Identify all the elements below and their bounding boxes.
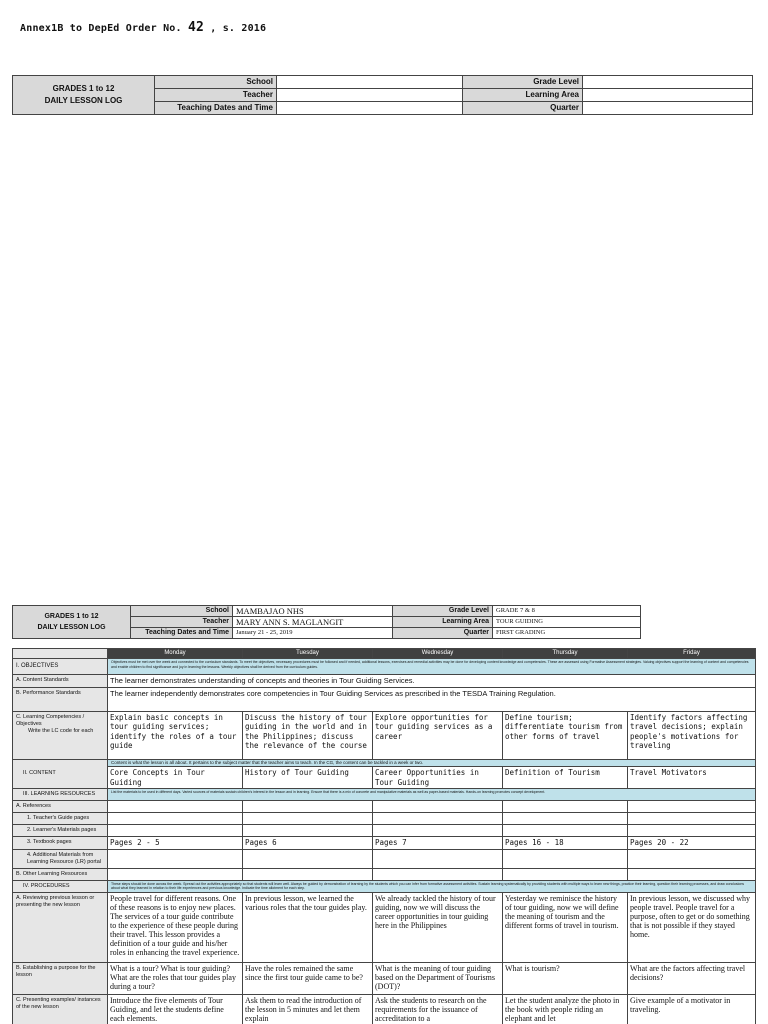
purpose-friday[interactable]: What are the factors affecting travel decisions? (628, 962, 756, 994)
performance-standards-value[interactable]: The learner independently demonstrates core competencies in Tour Guiding Services as prescribed in the TESDA Training Regulation. (108, 687, 756, 711)
filled-grade-label: Grade Level (393, 606, 493, 617)
purpose-thursday[interactable]: What is tourism? (503, 962, 628, 994)
textbook-label: 3. Textbook pages (13, 837, 108, 850)
references-label: A. References (13, 801, 108, 813)
competency-tuesday[interactable]: Discuss the history of tour guiding in the world and in the Philippines; discuss the relevance of the course (243, 711, 373, 759)
content-label: II. CONTENT (13, 759, 108, 789)
teachers-guide-label: 1. Teacher's Guide pages (13, 813, 108, 825)
tg-friday[interactable] (628, 813, 756, 825)
purpose-monday[interactable]: What is a tour? What is tour guiding? What are the roles that tour guides play during a tour? (108, 962, 243, 994)
annex-suffix: , s. 2016 (210, 23, 267, 34)
textbook-thursday[interactable]: Pages 16 - 18 (503, 837, 628, 850)
blank-header-table (12, 75, 753, 115)
tg-monday[interactable] (108, 813, 243, 825)
lr-wednesday[interactable] (373, 849, 503, 868)
day-friday: Friday (628, 649, 756, 659)
filled-area-label: Learning Area (393, 617, 493, 628)
learning-area-label: Learning Area (463, 89, 583, 102)
filled-school-value[interactable]: MAMBAJAO NHS (233, 606, 393, 617)
tg-tuesday[interactable] (243, 813, 373, 825)
dates-field[interactable] (277, 102, 463, 115)
learning-area-field[interactable] (583, 89, 753, 102)
purpose-label: B. Establishing a purpose for the lesson (13, 962, 108, 994)
examples-thursday[interactable]: Let the student analyze the photo in the book with people riding an elephant and let (503, 994, 628, 1024)
lm-thursday[interactable] (503, 825, 628, 837)
review-tuesday[interactable]: In previous lesson, we learned the various roles that the tour guides play. (243, 892, 373, 962)
other-wednesday[interactable] (373, 868, 503, 880)
other-tuesday[interactable] (243, 868, 373, 880)
examples-label: C. Presenting examples/ instances of the new lesson (13, 994, 108, 1024)
content-standards-label: A. Content Standards (13, 675, 108, 688)
filled-teacher-value[interactable]: MARY ANN S. MAGLANGIT (233, 617, 393, 628)
filled-grades: GRADES 1 to 12 (44, 613, 99, 620)
competencies-sub: Write the LC code for each (28, 727, 94, 734)
day-monday: Monday (108, 649, 243, 659)
filled-quarter-value[interactable]: FIRST GRADING (493, 628, 641, 639)
lm-monday[interactable] (108, 825, 243, 837)
content-wednesday[interactable]: Career Opportunities in Tour Guiding (373, 767, 503, 789)
examples-tuesday[interactable]: Ask them to read the introduction of the lesson in 5 minutes and let them explain (243, 994, 373, 1024)
competency-monday[interactable]: Explain basic concepts in tour guiding services; identify the roles of a tour guide (108, 711, 243, 759)
filled-dates-value[interactable]: January 21 - 25, 2019 (233, 628, 393, 639)
teacher-label: Teacher (155, 89, 277, 102)
filled-grades-cell (13, 606, 131, 639)
lesson-log-table (12, 648, 756, 1024)
grade-level-label: Grade Level (463, 76, 583, 89)
school-field[interactable] (277, 76, 463, 89)
quarter-field[interactable] (583, 102, 753, 115)
header-log: DAILY LESSON LOG (44, 96, 123, 105)
textbook-monday[interactable]: Pages 2 - 5 (108, 837, 243, 850)
lm-tuesday[interactable] (243, 825, 373, 837)
header-grades-cell (13, 76, 155, 115)
other-thursday[interactable] (503, 868, 628, 880)
textbook-wednesday[interactable]: Pages 7 (373, 837, 503, 850)
purpose-tuesday[interactable]: Have the roles remained the same since the first tour guide came to be? (243, 962, 373, 994)
references-thursday[interactable] (503, 801, 628, 813)
references-wednesday[interactable] (373, 801, 503, 813)
purpose-wednesday[interactable]: What is the meaning of tour guiding based on the Department of Tourisms (DOT)? (373, 962, 503, 994)
review-friday[interactable]: In previous lesson, we discussed why people travel. People travel for a purpose, often to get or do something that is not possible if they stayed home. (628, 892, 756, 962)
references-friday[interactable] (628, 801, 756, 813)
other-monday[interactable] (108, 868, 243, 880)
examples-monday[interactable]: Introduce the five elements of Tour Guiding, and let the students define each elements. (108, 994, 243, 1024)
school-label: School (155, 76, 277, 89)
textbook-tuesday[interactable]: Pages 6 (243, 837, 373, 850)
lm-wednesday[interactable] (373, 825, 503, 837)
review-wednesday[interactable]: We already tackled the history of tour guiding, now we will discuss the career opportunities in tour guiding here in the Philippines (373, 892, 503, 962)
filled-quarter-label: Quarter (393, 628, 493, 639)
tg-wednesday[interactable] (373, 813, 503, 825)
examples-friday[interactable]: Give example of a motivator in traveling. (628, 994, 756, 1024)
header-grades: GRADES 1 to 12 (52, 84, 115, 93)
competencies-label-cell (13, 711, 108, 759)
resources-note: List the materials to be used in different days. Varied sources of materials sustain children's interest in the lesson and in learning. Ensure that there is a mix of concrete and manipulative materials as well as paper-based materials. Hands-on learning promotes concept development. (108, 789, 756, 801)
content-note: Content is what the lesson is all about. It pertains to the subject matter that the teacher aims to teach. In the CG, the content can be tackled in a week or two. (108, 759, 756, 767)
annex-number: 42 (187, 20, 205, 35)
references-monday[interactable] (108, 801, 243, 813)
annex-prefix: Annex1B to DepEd Order No. (20, 23, 182, 34)
other-friday[interactable] (628, 868, 756, 880)
filled-dates-label: Teaching Dates and Time (131, 628, 233, 639)
lr-friday[interactable] (628, 849, 756, 868)
content-thursday[interactable]: Definition of Tourism (503, 767, 628, 789)
filled-area-value[interactable]: TOUR GUIDING (493, 617, 641, 628)
tg-thursday[interactable] (503, 813, 628, 825)
performance-standards-label: B. Performance Standards (13, 687, 108, 711)
day-tuesday: Tuesday (243, 649, 373, 659)
other-resources-label: B. Other Learning Resources (13, 868, 108, 880)
day-wednesday: Wednesday (373, 649, 503, 659)
review-monday[interactable]: People travel for different reasons. One of these reasons is to enjoy new places. The services of a tour guide contribute to the experience of these people during their travel. This lesson provides a definition of a tour guide and his/her roles in enhancing the travel experience. (108, 892, 243, 962)
objectives-note: Objectives must be met over the week and connected to the curriculum standards. To meet the objectives, necessary procedures must be followed and if needed, additional lessons, exercises and remedial activities may be done for developing content knowledge and competencies. These are assessed using Formative Assessment strategies. Valuing objectives support the learning of content and competencies and enable children to find significance and joy in learning the lessons. Weekly objectives shall be derived from the curriculum guides. (108, 659, 756, 675)
filled-log: DAILY LESSON LOG (37, 624, 106, 631)
references-tuesday[interactable] (243, 801, 373, 813)
examples-wednesday[interactable]: Ask the students to research on the requirements for the issuance of accreditation to a (373, 994, 503, 1024)
competencies-label: C. Learning Competencies / Objectives (16, 713, 85, 727)
review-thursday[interactable]: Yesterday we reminisce the history of tour guiding, now we will define the meaning of tourism and the different forms of travel in tourism. (503, 892, 628, 962)
day-corner (13, 649, 108, 659)
teacher-field[interactable] (277, 89, 463, 102)
filled-school-label: School (131, 606, 233, 617)
objectives-label: I. OBJECTIVES (13, 659, 108, 675)
lr-portal-label: 4. Additional Materials from Learning Resource (LR) portal (13, 849, 108, 868)
day-thursday: Thursday (503, 649, 628, 659)
content-tuesday[interactable]: History of Tour Guiding (243, 767, 373, 789)
content-friday[interactable]: Travel Motivators (628, 767, 756, 789)
competency-wednesday[interactable]: Explore opportunities for tour guiding services as a career (373, 711, 503, 759)
procedures-note: These steps should be done across the week. Spread out the activities appropriately so that students will learn well. Always be guided by demonstration of learning by the students which you can infer from formative assessment activities. Sustain learning systematically by providing students with multiple ways to learn new things, practice their learning, question their learning processes, and draw conclusions about what they learned in relation to their life experiences and previous knowledge. Indicate the time allotment for each step. (108, 880, 756, 892)
textbook-friday[interactable]: Pages 20 - 22 (628, 837, 756, 850)
filled-teacher-label: Teacher (131, 617, 233, 628)
lr-tuesday[interactable] (243, 849, 373, 868)
learners-materials-label: 2. Learner's Materials pages (13, 825, 108, 837)
content-standards-value[interactable]: The learner demonstrates understanding of concepts and theories in Tour Guiding Services. (108, 675, 756, 688)
competency-friday[interactable]: Identify factors affecting travel decisions; explain people's motivations for traveling (628, 711, 756, 759)
grade-level-field[interactable] (583, 76, 753, 89)
review-label: A. Reviewing previous lesson or presenting the new lesson (13, 892, 108, 962)
lr-monday[interactable] (108, 849, 243, 868)
competency-thursday[interactable]: Define tourism; differentiate tourism from other forms of travel (503, 711, 628, 759)
annex-heading (20, 20, 266, 35)
lr-thursday[interactable] (503, 849, 628, 868)
content-monday[interactable]: Core Concepts in Tour Guiding (108, 767, 243, 789)
filled-grade-value[interactable]: GRADE 7 & 8 (493, 606, 641, 617)
resources-label: III. LEARNING RESOURCES (13, 789, 108, 801)
procedures-label: IV. PROCEDURES (13, 880, 108, 892)
dates-label: Teaching Dates and Time (155, 102, 277, 115)
lm-friday[interactable] (628, 825, 756, 837)
quarter-label: Quarter (463, 102, 583, 115)
filled-header-table (12, 605, 641, 639)
